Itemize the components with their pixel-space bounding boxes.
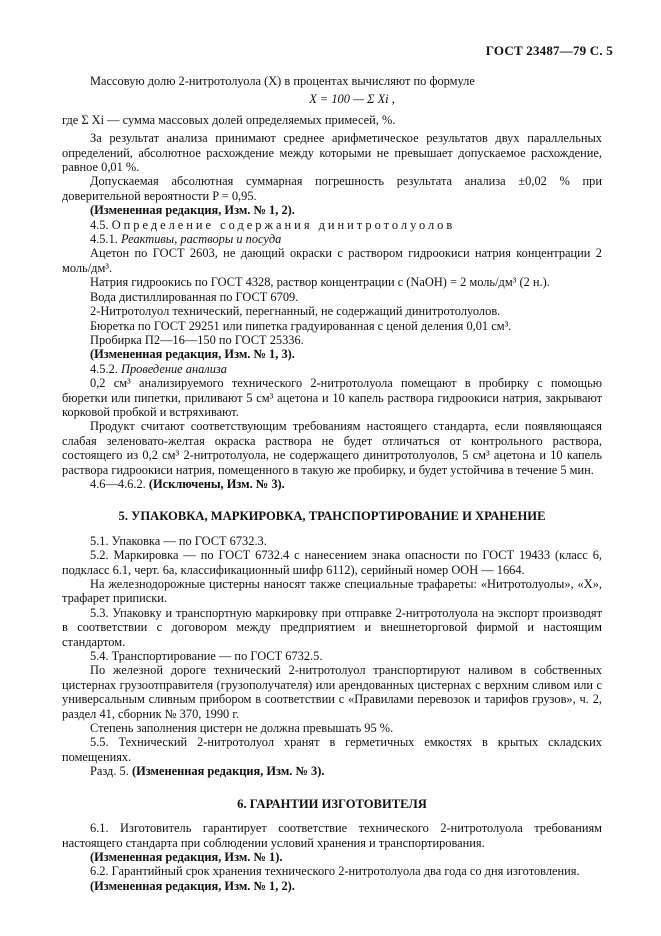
amendment-note: (Измененная редакция, Изм. № 1, 3).	[90, 347, 295, 362]
paragraph-water: Вода дистиллированная по ГОСТ 6709.	[90, 289, 299, 304]
section-number: 4.5.1.	[90, 232, 118, 247]
excluded-note	[62, 477, 602, 491]
excluded-text: (Исключены, Изм. № 3).	[148, 476, 285, 491]
paragraph-procedure: 0,2 см³ анализируемого технического 2-нитротолуола помещают в пробирку с помощью бюретки или пипетки, приливают 5 см³ ацетона и 10 капель раствора гидроокиси натрия, закрывают корковой пробкой и встряхивают.	[62, 376, 602, 419]
paragraph-result: За результат анализа принимают среднее арифметическое результатов двух параллельных определений, абсолютное расхождение между которыми не превышает допускаемое расхождение, равное 0,01 %.	[62, 131, 602, 175]
section-title: Определение содержания динитротолуолов	[111, 217, 456, 232]
paragraph-5-5: 5.5. Технический 2-нитротолуол хранят в герметичных емкостях в крытых складских помещениях.	[62, 735, 602, 764]
paragraph-nitrotoluene: 2-Нитротолуол технический, перегнанный, не содержащий динитротолуолов.	[90, 304, 501, 319]
paragraph-5-4: 5.4. Транспортирование — по ГОСТ 6732.5.	[90, 649, 323, 664]
running-header: ГОСТ 23487—79 С. 5	[485, 43, 613, 58]
section-number: 4.5.	[90, 217, 109, 232]
paragraph-5-4-railway: По железной дороге технический 2-нитротолуол транспортируют наливом в собственных цистернах грузоотправителя (грузополучателя) или арендованных цистернах с верхним сливом или с универсальным сливным прибором в соответствии с «Правилами перевозок и тарифов грузов», ч. 2, раздел 41, сборник № 370, 1990 г.	[62, 663, 602, 721]
paragraph-formula-legend: где Σ Xi — сумма массовых долей определяемых примесей, %.	[62, 112, 396, 127]
paragraph-5-2-stencils: На железнодорожные цистерны наносят также специальные трафареты: «Нитротолуолы», «Х», трафарет приписки.	[62, 577, 602, 606]
section-6-heading: 6. ГАРАНТИИ ИЗГОТОВИТЕЛЯ	[237, 796, 427, 811]
paragraph-6-2: 6.2. Гарантийный срок хранения технического 2-нитротолуола два года со дня изготовления.	[90, 864, 580, 879]
amendment-note: (Измененная редакция, Изм. № 1, 2).	[90, 878, 295, 893]
section-number: 4.5.2.	[90, 361, 118, 376]
page-content	[62, 74, 602, 893]
formula: X = 100 — Σ Xi ,	[309, 92, 395, 107]
amendment-note: (Измененная редакция, Изм. № 1, 2).	[90, 203, 295, 218]
section-5-amendment	[62, 764, 602, 778]
paragraph-naoh: Натрия гидроокись по ГОСТ 4328, раствор концентрации c (NaOH) = 2 моль/дм³ (2 н.).	[90, 275, 550, 290]
paragraph-acetone: Ацетон по ГОСТ 2603, не дающий окраски с раствором гидроокиси натрия концентрации 2 моль/дм³.	[62, 246, 602, 275]
section-title: Проведение анализа	[121, 361, 227, 376]
amendment-text: (Измененная редакция, Изм. № 3).	[131, 764, 325, 779]
paragraph-criteria: Продукт считают соответствующим требованиям настоящего стандарта, если появляющаяся слабая зеленовато-желтая окраска раствора не будет отличаться от контрольного раствора, состоящего из 0,2 см³ 2-нитротолуола, не содержащего динитротолуолов, 5 см³ ацетона и 10 капель раствора гидроокиси натрия, помещенного в такую же пробирку, и будет устойчива в течение 5 мин.	[62, 419, 602, 477]
section-title: Реактивы, растворы и посуда	[121, 232, 282, 247]
section-heading-4-5	[62, 218, 602, 232]
amendment-prefix: Разд. 5.	[90, 764, 129, 779]
section-heading-4-5-1	[62, 232, 602, 246]
paragraph-6-1: 6.1. Изготовитель гарантирует соответствие технического 2-нитротолуола требованиям настоящего стандарта при соблюдении условий хранения и транспортирования.	[62, 821, 602, 850]
paragraph-formula-intro: Массовую долю 2-нитротолуола (X) в процентах вычисляют по формуле	[90, 74, 475, 88]
excluded-range: 4.6—4.6.2.	[90, 476, 146, 491]
paragraph-test-tube: Пробирка П2—16—150 по ГОСТ 25336.	[90, 332, 304, 347]
paragraph-5-3: 5.3. Упаковку и транспортную маркировку при отправке 2-нитротолуола на экспорт производят в соответствии с договором между предприятием и внешнеторговой фирмой и настоящим стандартом.	[62, 605, 602, 649]
paragraph-error: Допускаемая абсолютная суммарная погрешность результата анализа ±0,02 % при доверительной вероятности P = 0,95.	[62, 174, 602, 203]
paragraph-burette: Бюретка по ГОСТ 29251 или пипетка градуированная с ценой деления 0,01 см³.	[90, 318, 512, 333]
paragraph-5-2: 5.2. Маркировка — по ГОСТ 6732.4 с нанесением знака опасности по ГОСТ 19433 (класс 6, подкласс 6.1, черт. 6а, классификационный шифр 6112), серийный номер ООН — 1664.	[62, 548, 602, 577]
section-heading-4-5-2	[62, 362, 602, 376]
paragraph-5-1: 5.1. Упаковка — по ГОСТ 6732.3.	[90, 533, 267, 548]
amendment-note: (Измененная редакция, Изм. № 1).	[90, 849, 283, 864]
paragraph-5-4-fill: Степень заполнения цистерн не должна превышать 95 %.	[90, 721, 394, 736]
section-5-heading: 5. УПАКОВКА, МАРКИРОВКА, ТРАНСПОРТИРОВАНИЕ И ХРАНЕНИЕ	[118, 509, 546, 524]
